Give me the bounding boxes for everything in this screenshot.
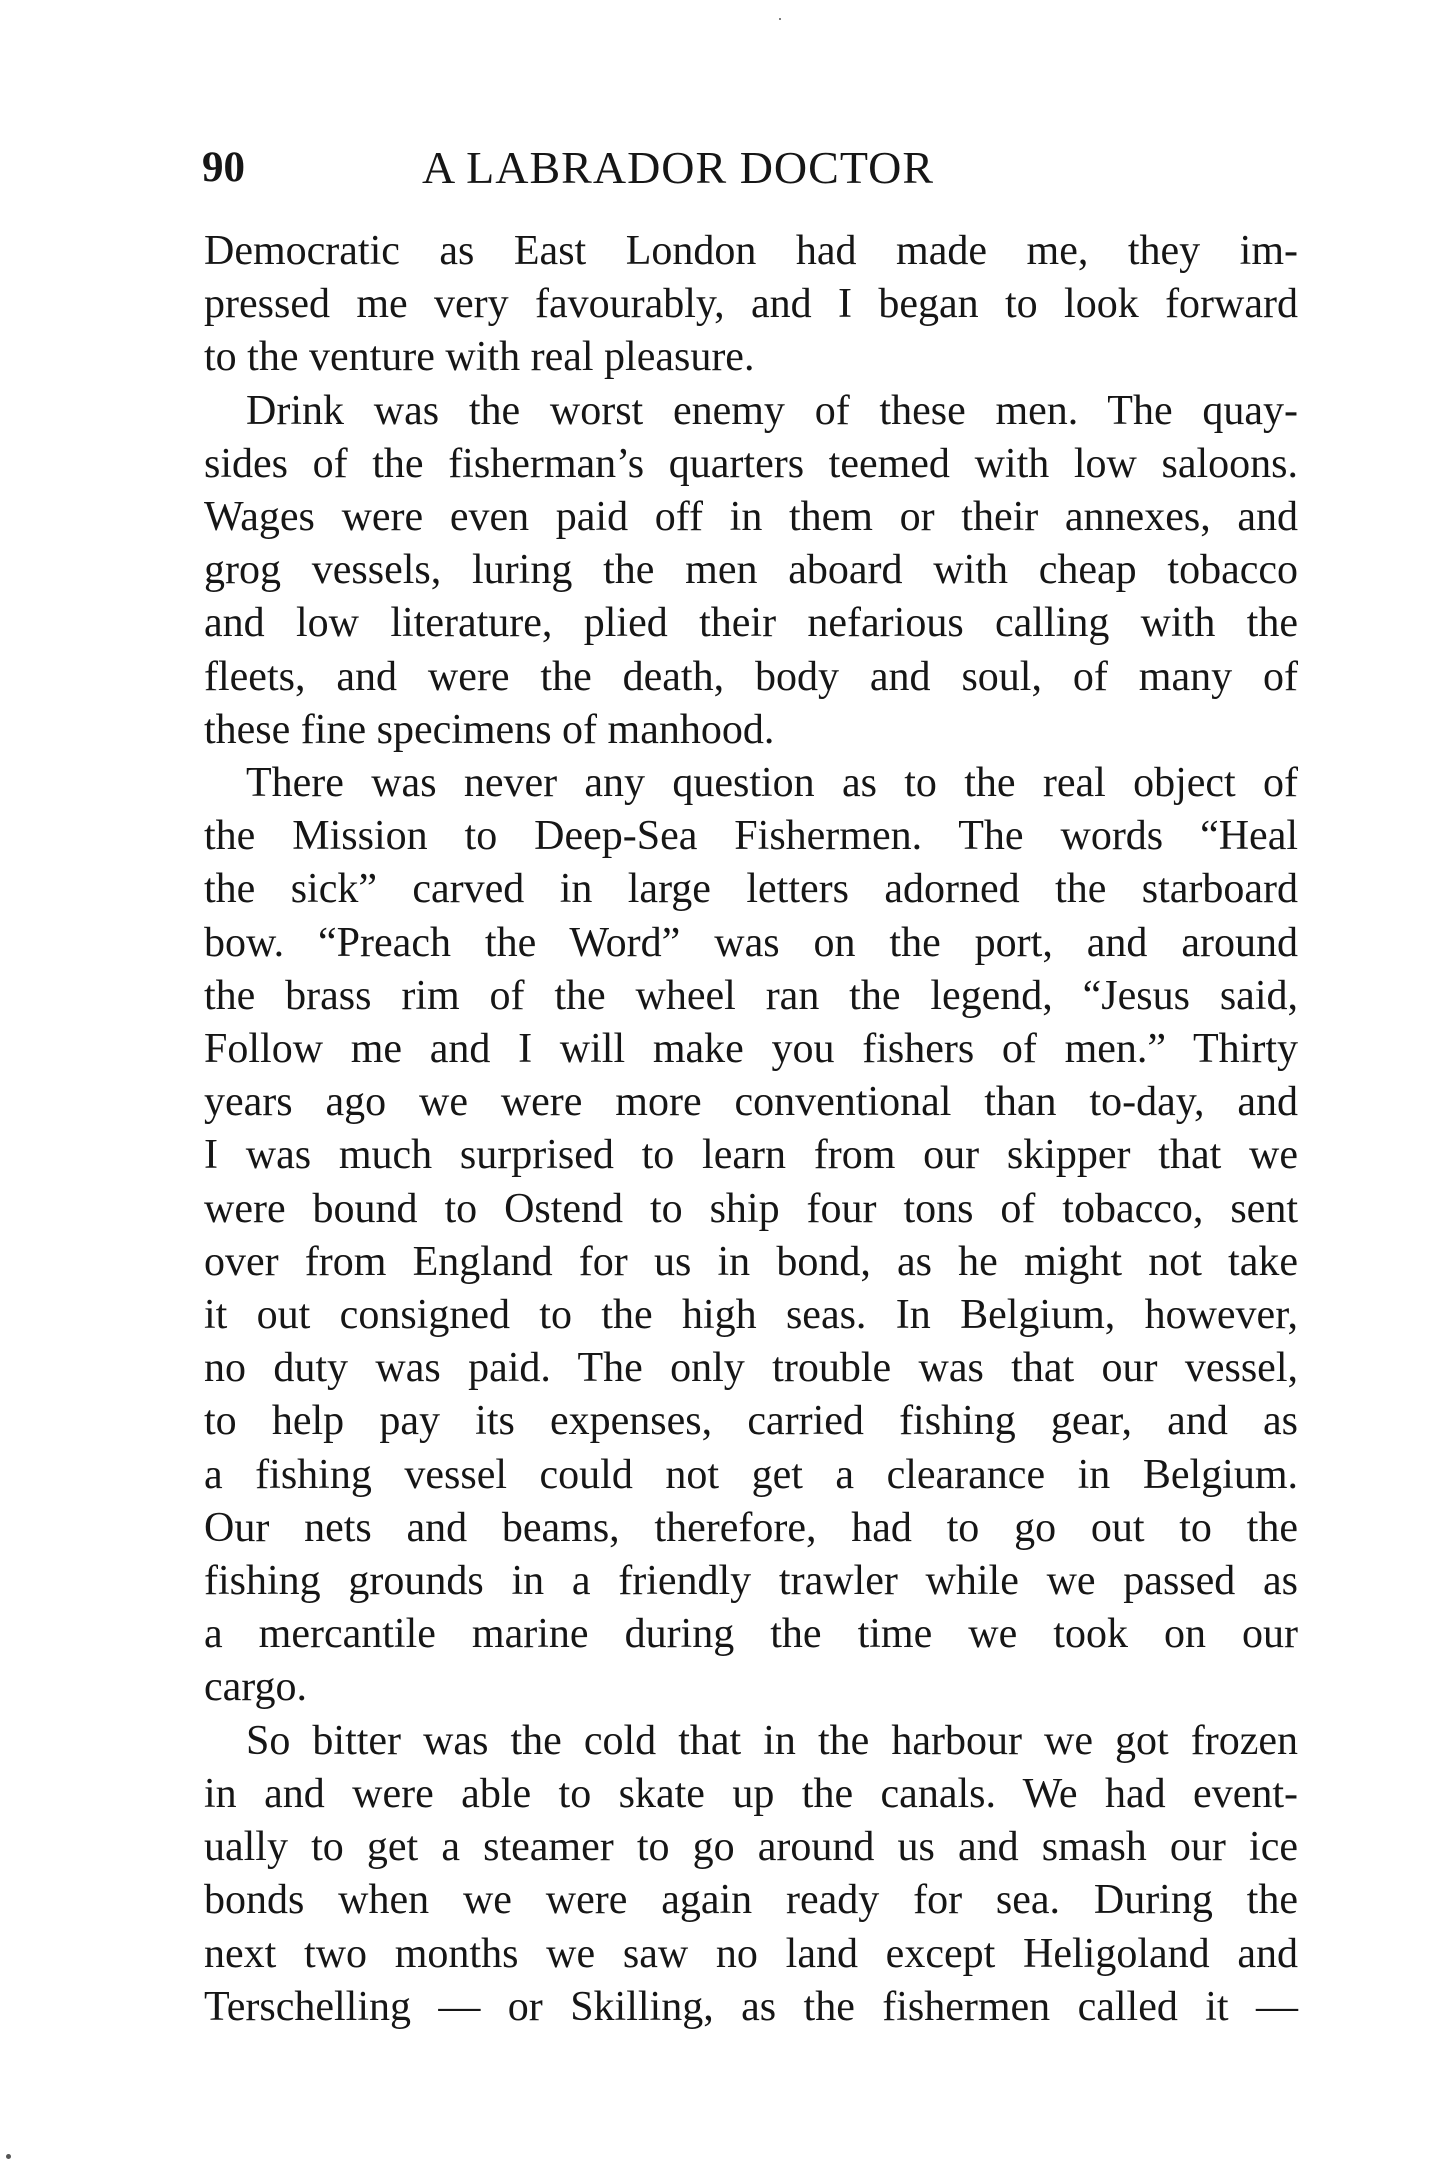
- text-line: fishing grounds in a friendly trawler while we passed as: [204, 1558, 1298, 1605]
- print-speck: [6, 2154, 11, 2159]
- paragraph-1: [204, 225, 1298, 385]
- text-line: the brass rim of the wheel ran the legend, “Jesus said,: [204, 972, 1298, 1019]
- text-line: a fishing vessel could not get a clearance in Belgium.: [204, 1451, 1298, 1498]
- page-number: 90: [202, 144, 245, 191]
- text-line: bow. “Preach the Word” was on the port, and around: [204, 919, 1298, 966]
- text-line: in and were able to skate up the canals. We had event-: [204, 1770, 1298, 1817]
- text-line: next two months we saw no land except Heligoland and: [204, 1930, 1298, 1977]
- text-line: a mercantile marine during the time we took on our: [204, 1611, 1298, 1658]
- text-line: So bitter was the cold that in the harbour we got frozen: [246, 1717, 1298, 1764]
- text-line: bonds when we were again ready for sea. During the: [204, 1877, 1298, 1924]
- text-line: I was much surprised to learn from our skipper that we: [204, 1132, 1298, 1179]
- text-line: it out consigned to the high seas. In Belgium, however,: [204, 1292, 1298, 1339]
- text-line: grog vessels, luring the men aboard with cheap tobacco: [204, 547, 1298, 594]
- text-line: Wages were even paid off in them or their annexes, and: [204, 494, 1298, 541]
- text-line: Follow me and I will make you fishers of men.” Thirty: [204, 1026, 1298, 1073]
- paragraph-2: [204, 385, 1298, 757]
- text-line: ually to get a steamer to go around us and smash our ice: [204, 1824, 1298, 1871]
- text-line: Terschelling — or Skilling, as the fishermen called it —: [204, 1983, 1298, 2030]
- text-line: over from England for us in bond, as he might not take: [204, 1238, 1298, 1285]
- text-line: fleets, and were the death, body and soul, of many of: [204, 653, 1298, 700]
- text-line: the Mission to Deep-Sea Fishermen. The words “Heal: [204, 813, 1298, 860]
- running-head: [202, 140, 1300, 196]
- text-line: years ago we were more conventional than to-day, and: [204, 1079, 1298, 1126]
- text-line: Our nets and beams, therefore, had to go out to the: [204, 1504, 1298, 1551]
- text-line: There was never any question as to the real object of: [246, 760, 1298, 807]
- text-line: were bound to Ostend to ship four tons of tobacco, sent: [204, 1185, 1298, 1232]
- text-line: to the venture with real pleasure.: [204, 334, 755, 381]
- text-line: pressed me very favourably, and I began to look forward: [204, 281, 1298, 328]
- running-title: A LABRADOR DOCTOR: [422, 142, 934, 193]
- text-line: and low literature, plied their nefarious calling with the: [204, 600, 1298, 647]
- paragraph-4: [204, 1715, 1298, 2034]
- text-line: to help pay its expenses, carried fishing gear, and as: [204, 1398, 1298, 1445]
- text-line: sides of the fisherman’s quarters teemed with low saloons.: [204, 440, 1298, 487]
- text-line: cargo.: [204, 1664, 308, 1711]
- paragraph-3: [204, 757, 1298, 1715]
- text-line: the sick” carved in large letters adorned the starboard: [204, 866, 1298, 913]
- print-speck: [779, 18, 781, 20]
- text-line: Drink was the worst enemy of these men. The quay-: [246, 387, 1298, 434]
- text-line: Democratic as East London had made me, they im-: [204, 228, 1298, 274]
- text-line: no duty was paid. The only trouble was that our vessel,: [204, 1345, 1298, 1392]
- body-text: [204, 225, 1298, 2034]
- text-line: these fine specimens of manhood.: [204, 706, 775, 753]
